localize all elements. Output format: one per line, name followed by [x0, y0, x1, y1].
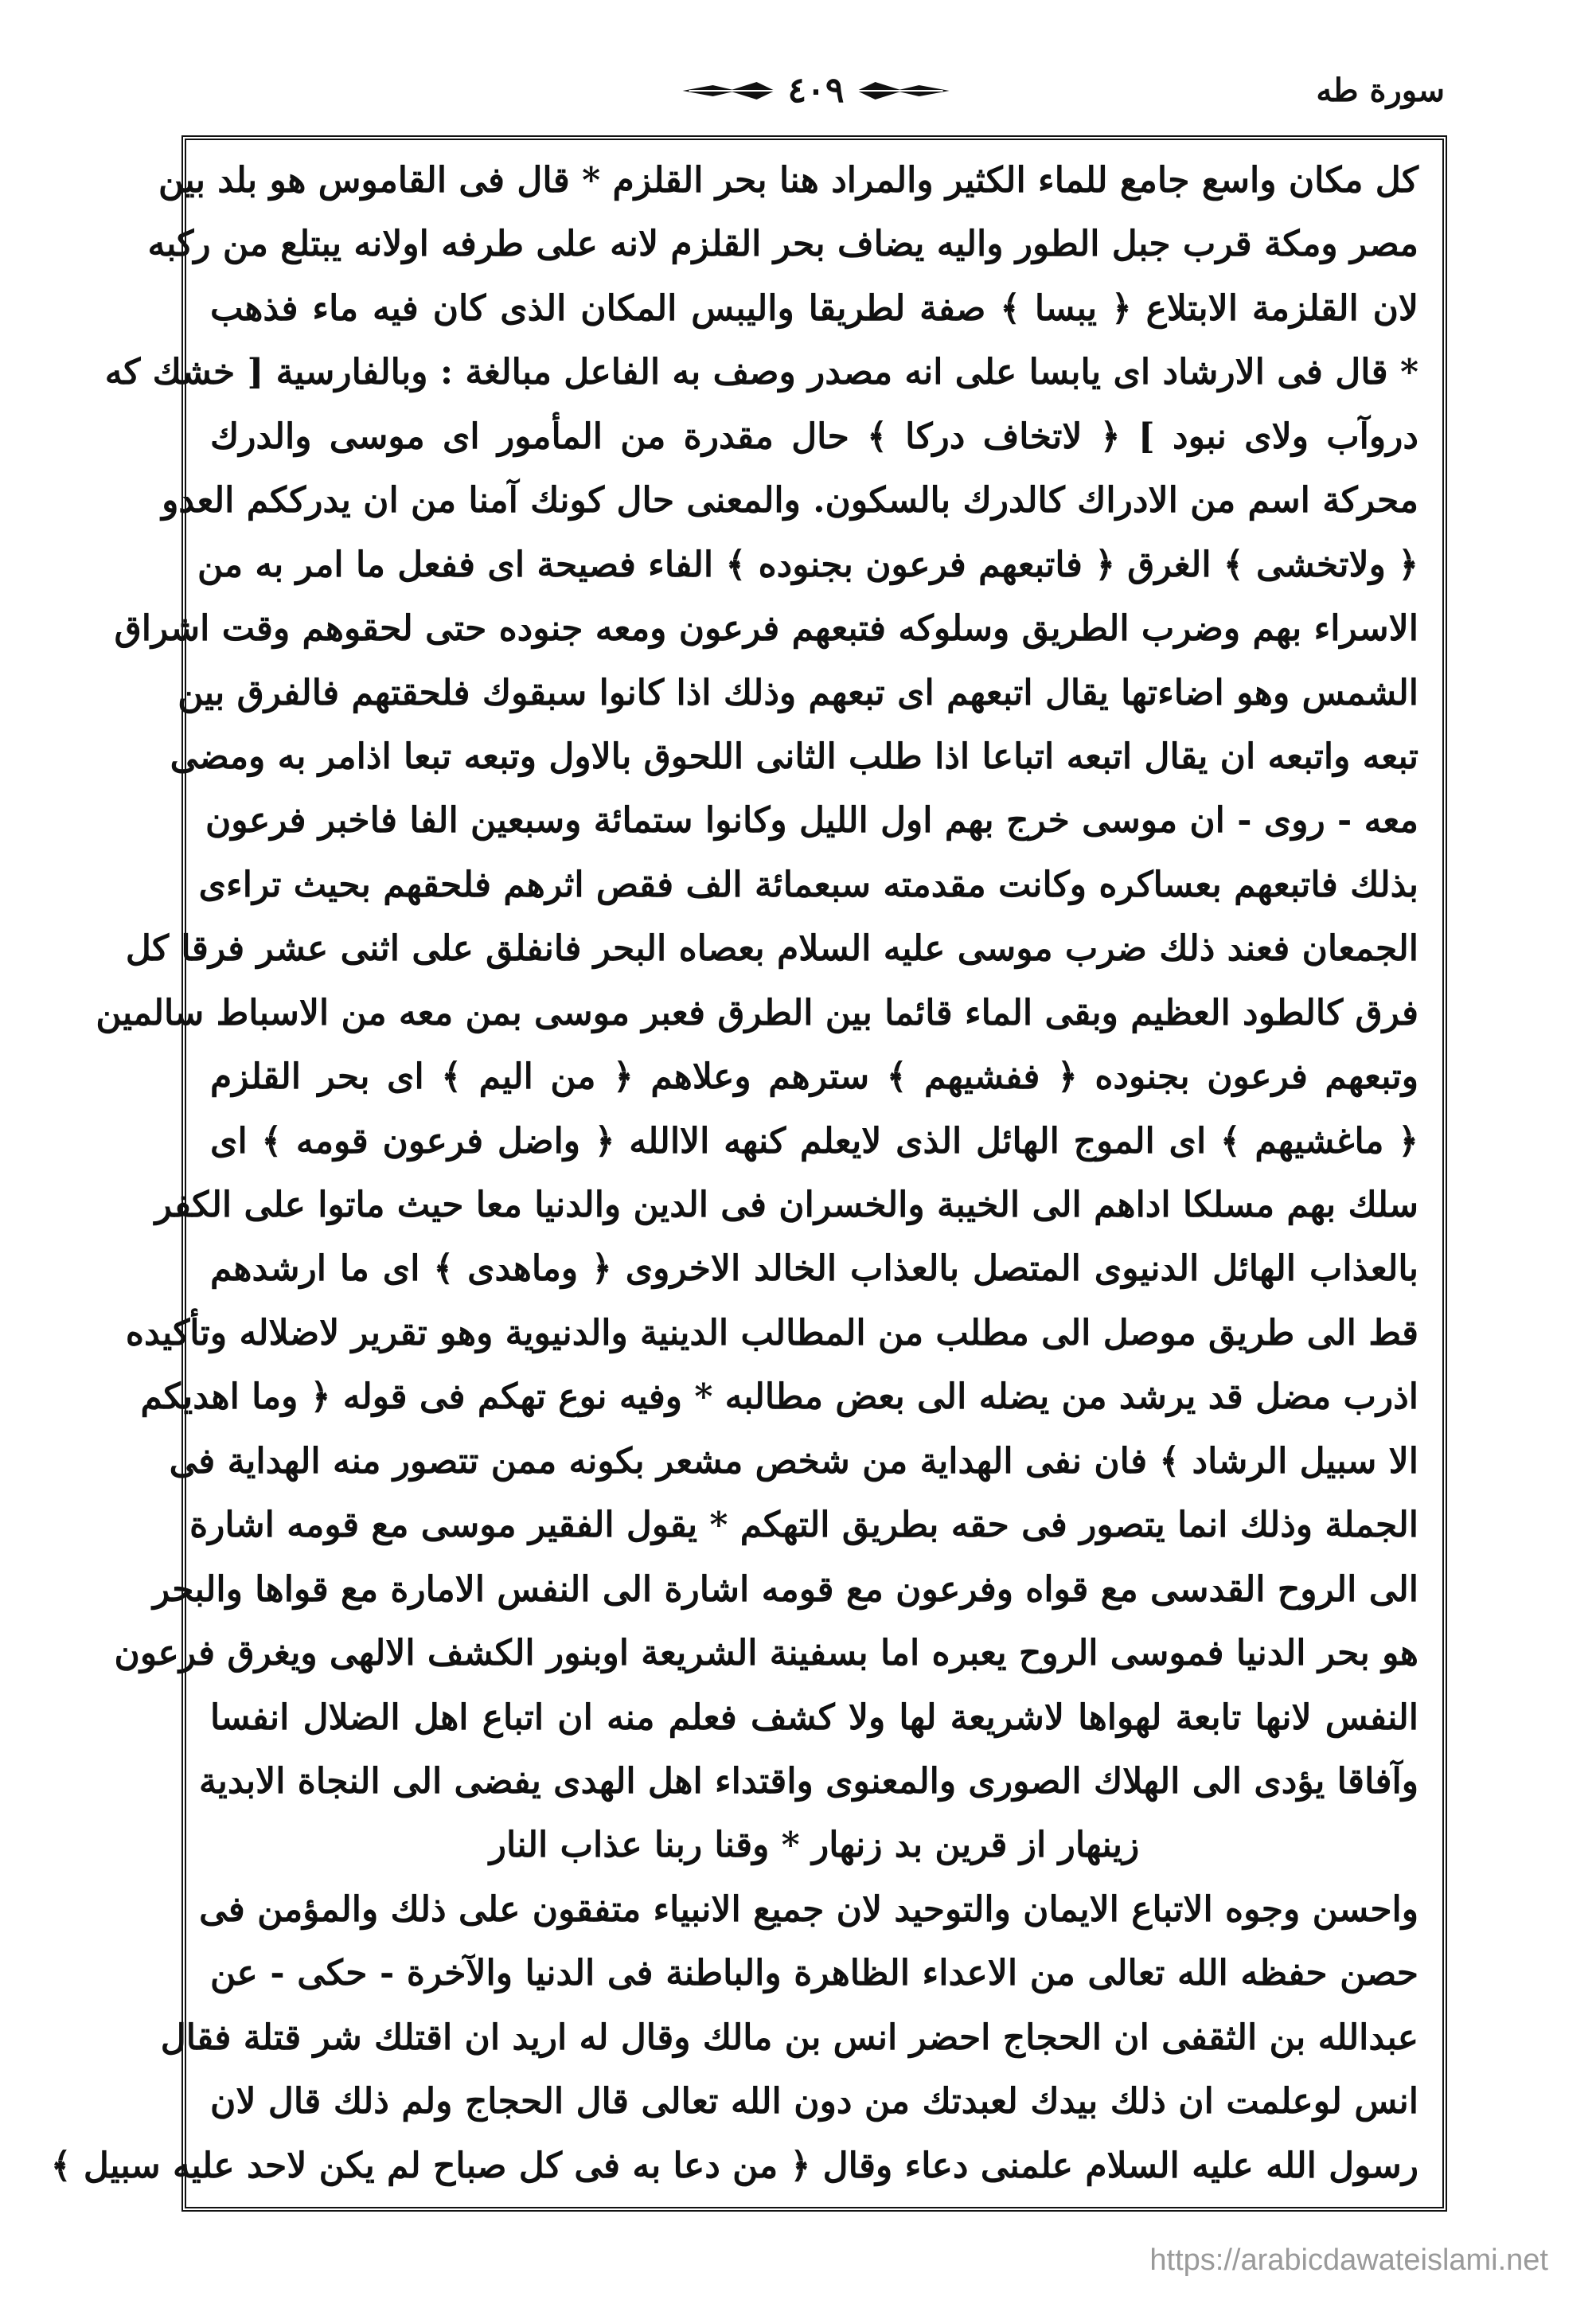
text-line: معه - روى - ان موسى خرج بهم اول الليل وكانوا ستمائة وسبعين الفا فاخبر فرعون — [205, 800, 1418, 842]
text-body — [50, 156, 1418, 2191]
left-ornament-icon — [681, 79, 777, 103]
sura-name: سورة طه — [1316, 72, 1445, 109]
text-line: قط الى طريق موصل الى مطلب من المطالب الدينية والدنيوية وهو تقرير لاضلاله وتأكيده — [125, 1312, 1418, 1353]
text-line: لان القلزمة الابتلاع ﴿ يبسا ﴾ صفة لطريقا واليبس المكان الذى كان فيه ماء فذهب — [210, 287, 1418, 329]
text-line: انس لوعلمت ان ذلك بيدك لعبدتك من دون الله تعالى قال الحجاج ولم ذلك قال لان — [210, 2081, 1418, 2122]
text-line: حصن حفظه الله تعالى من الاعداء الظاهرة والباطنة فى الدنيا والآخرة - حكى - عن — [210, 1953, 1418, 1994]
text-line: محركة اسم من الادراك كالدرك بالسكون. والمعنى حال كونك آمنا من ان يدرككم العدو — [162, 480, 1418, 521]
text-line: تبعه واتبعه ان يقال اتبعه اتباعا اذا طلب الثانى اللحوق بالاول وتبعه تبعا اذامر به ومضى — [170, 736, 1418, 777]
text-line: ﴿ ماغشيهم ﴾ اى الموج الهائل الذى لايعلم كنهه الاالله ﴿ واضل فرعون قومه ﴾ اى — [210, 1120, 1418, 1162]
text-line: رسول الله عليه السلام علمنى دعاء وقال ﴿ من دعا به فى كل صباح لم يكن لاحد عليه سبيل ﴾ — [50, 2145, 1418, 2186]
text-line: وتبعهم فرعون بجنوده ﴿ ففشيهم ﴾ سترهم وعلاهم ﴿ من اليم ﴾ اى بحر القلزم — [210, 1056, 1418, 1098]
page-number-ornament — [681, 70, 951, 111]
text-line: فرق كالطود العظيم وبقى الماء قائما بين الطرق فعبر موسى بمن معه من الاسباط سالمين — [96, 992, 1418, 1033]
text-line: الى الروح القدسى مع قواه وفرعون مع قومه اشارة الى النفس الامارة مع قواها والبحر — [152, 1568, 1418, 1610]
text-line: وآفاقا يؤدى الى الهلاك الصورى والمعنوى واقتداء اهل الهدى يفضى الى النجاة الابدية — [198, 1760, 1418, 1802]
text-line: الجملة وذلك انما يتصور فى حقه بطريق التهكم * يقول الفقير موسى مع قومه اشارة — [189, 1505, 1418, 1546]
text-line: واحسن وجوه الاتباع الايمان والتوحيد لان جميع الانبياء متفقون على ذلك والمؤمن فى — [199, 1888, 1418, 1930]
text-line: عبدالله بن الثقفى ان الحجاج احضر انس بن مالك وقال له اريد ان اقتلك شر قتلة فقال — [160, 2017, 1418, 2058]
page-number: ٤٠٩ — [787, 70, 845, 111]
text-line: سلك بهم مسلكا اداهم الى الخيبة والخسران فى الدين والدنيا معا حيث ماتوا على الكفر — [154, 1185, 1418, 1225]
text-line: كل مكان واسع جامع للماء الكثير والمراد هنا بحر القلزم * قال فى القاموس هو بلد بين — [158, 160, 1418, 201]
text-line: ﴿ ولاتخشى ﴾ الغرق ﴿ فاتبعهم فرعون بجنوده ﴾ الفاء فصيحة اى ففعل ما امر به من — [197, 544, 1418, 585]
text-line: الشمس وهو اضاءتها يقال اتبعهم اى تبعهم وذلك اذا كانوا سبقوك فلحقتهم فالفرق بين — [178, 672, 1418, 713]
text-line: * قال فى الارشاد اى يابسا على انه مصدر وصف به الفاعل مبالغة : وبالفارسية [ خشك كه — [104, 352, 1418, 393]
text-line: هو بحر الدنيا فموسى الروح يعبره اما بسفينة الشريعة اوبنور الكشف الالهى ويغرق فرعون — [114, 1633, 1418, 1674]
text-line: دروآب ولاى نبود ] ﴿ لاتخاف دركا ﴾ حال مقدرة من المأمور اى موسى والدرك — [210, 416, 1418, 457]
text-line: الجمعان فعند ذلك ضرب موسى عليه السلام بعصاه البحر فانفلق على اثنى عشر فرقا كل — [125, 928, 1418, 970]
watermark-url: https://arabicdawateislami.net — [1149, 2243, 1548, 2277]
text-line: بذلك فاتبعهم بعساكره وكانت مقدمته سبعمائة الف فقص اثرهم فلحقهم بحيث تراءى — [198, 864, 1418, 905]
text-line: اذرب مضل قد يرشد من يضله الى بعض مطالبه * وفيه نوع تهكم فى قوله ﴿ وما اهديكم — [140, 1376, 1418, 1418]
text-line: مصر ومكة قرب جبل الطور واليه يضاف بحر القلزم لانه على طرفه اولانه يبتلع من ركبه — [147, 224, 1418, 265]
right-ornament-icon — [855, 79, 950, 103]
text-line: الا سبيل الرشاد ﴾ فان نفى الهداية من شخص مشعر بكونه ممن تتصور منه الهداية فى — [169, 1440, 1418, 1482]
text-frame — [50, 135, 1447, 2212]
page-header — [187, 56, 1445, 127]
text-line: النفس لانها تابعة لهواها لاشريعة لها ولا كشف فعلم منه ان اتباع اهل الضلال انفسا — [210, 1697, 1418, 1738]
text-line: بالعذاب الهائل الدنيوى المتصل بالعذاب الخالد الاخروى ﴿ وماهدى ﴾ اى ما ارشدهم — [210, 1248, 1418, 1290]
verse-line: زينهار از قرين بد زنهار * وقنا ربنا عذاب النار — [489, 1825, 1140, 1866]
text-line: الاسراء بهم وضرب الطريق وسلوكه فتبعهم فرعون ومعه جنوده حتى لحقوهم وقت اشراق — [114, 608, 1418, 650]
